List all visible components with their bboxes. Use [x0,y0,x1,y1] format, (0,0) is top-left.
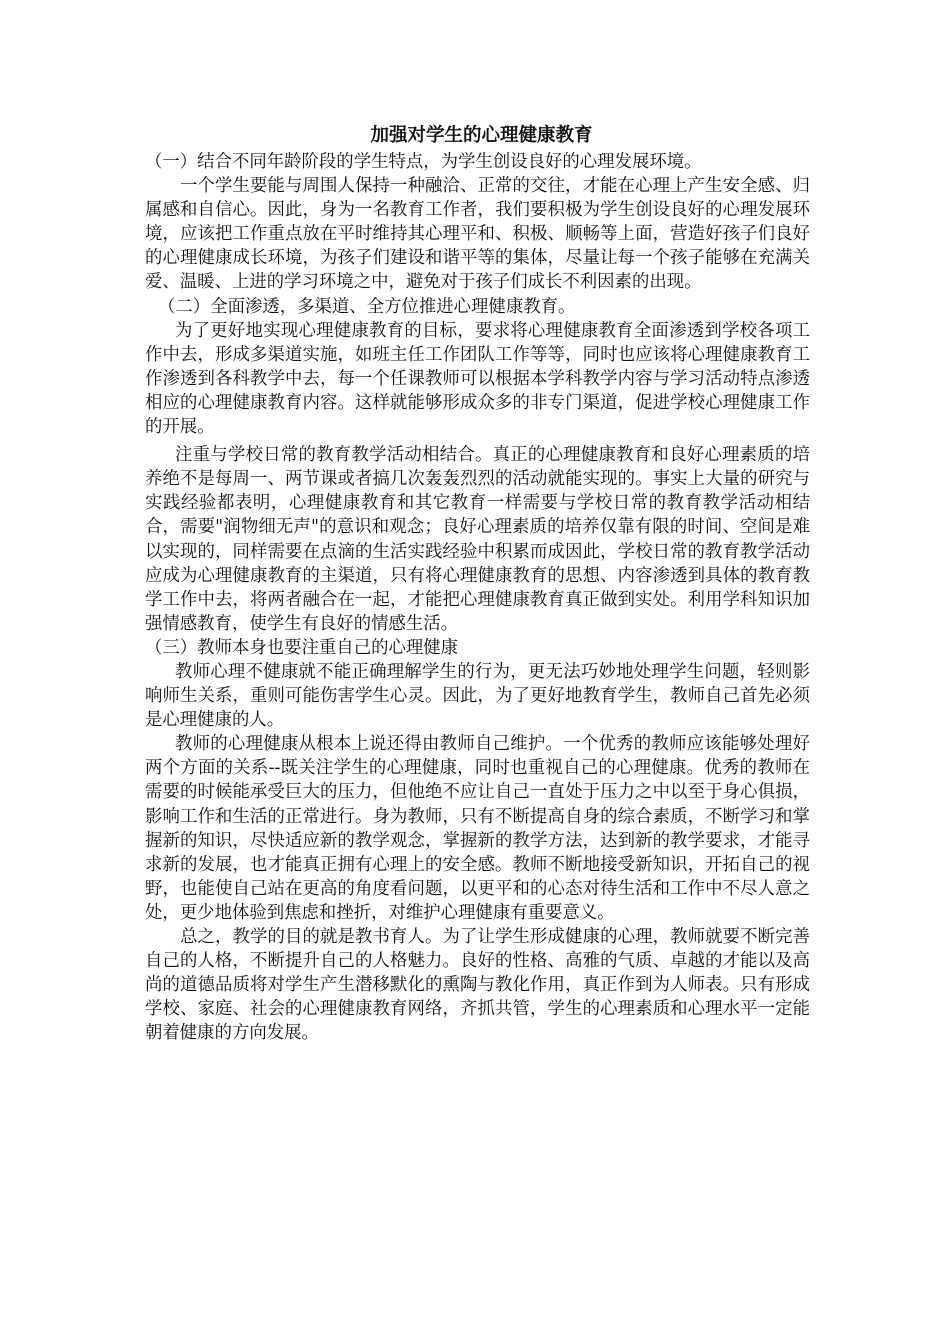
document-page [145,122,810,1045]
paragraph-6: 总之，教学的目的就是教书育人。为了让学生形成健康的心理，教师就要不断完善自己的人格，不断提升自己的人格魅力。良好的性格、高雅的气质、卓越的才能以及高尚的道德品质将对学生产生潜移默化的熏陶与教化作用，真正作到为人师表。只有形成学校、家庭、社会的心理健康教育网络，齐抓共管，学生的心理素质和心理水平一定能朝着健康的方向发展。 [145,927,810,1044]
paragraph-3: 注重与学校日常的教育教学活动相结合。真正的心理健康教育和良好心理素质的培养绝不是每周一、两节课或者搞几次轰轰烈烈的活动就能实现的。事实上大量的研究与实践经验都表明，心理健康教育和其它教育一样需要与学校日常的教育教学活动相结合，需要"润物细无声"的意识和观念；良好心理素质的培养仅靠有限的时间、空间是难以实现的，同样需要在点滴的生活实践经验中积累而成因此，学校日常的教育教学活动应成为心理健康教育的主渠道，只有将心理健康教育的思想、内容渗透到具体的教育教学工作中去，将两者融合在一起，才能把心理健康教育真正做到实处。利用学科知识加强情感教育，使学生有良好的情感生活。 [145,445,810,634]
paragraph-1: 一个学生要能与周围人保持一种融洽、正常的交往，才能在心理上产生安全感、归属感和自信心。因此，身为一名教育工作者，我们要积极为学生创设良好的心理发展环境，应该把工作重点放在平时维持其心理平和、积极、顺畅等上面，营造好孩子们良好的心理健康成长环境，为孩子们建设和谐平等的集体，尽量让每一个孩子能够在充满关爱、温暖、上进的学习环境之中，避免对于孩子们成长不利因素的出现。 [145,176,810,293]
section-heading-3: （三）教师本身也要注重自己的心理健康 [145,637,459,658]
document-title: 加强对学生的心理健康教育 [370,125,593,146]
paragraph-4: 教师心理不健康就不能正确理解学生的行为，更无法巧妙地处理学生问题，轻则影响师生关系，重则可能伤害学生心灵。因此，为了更好地教育学生，教师自己首先必须是心理健康的人。 [145,661,810,731]
paragraph-2: 为了更好地实现心理健康教育的目标，要求将心理健康教育全面渗透到学校各项工作中去，形成多渠道实施，如班主任工作团队工作等等，同时也应该将心理健康教育工作渗透到各科教学中去，每一个任课教师可以根据本学科教学内容与学习活动特点渗透相应的心理健康教育内容。这样就能够形成众多的非专门渠道，促进学校心理健康工作的开展。 [145,320,810,438]
paragraph-5: 教师的心理健康从根本上说还得由教师自己维护。一个优秀的教师应该能够处理好两个方面的关系--既关注学生的心理健康，同时也重视自己的心理健康。优秀的教师在需要的时候能承受巨大的压力，但他绝不应让自己一直处于压力之中以至于身心俱损，影响工作和生活的正常进行。身为教师，只有不断提高自身的综合素质，不断学习和掌握新的知识，尽快适应新的教学观念，掌握新的教学方法，达到新的教学要求，才能寻求新的发展，也才能真正拥有心理上的安全感。教师不断地接受新知识，开拓自己的视野，也能使自己站在更高的角度看问题，以更平和的心态对待生活和工作中不尽人意之处，更少地体验到焦虑和挫折，对维护心理健康有重要意义。 [145,734,810,923]
section-heading-2: （二）全面渗透，多渠道、全方位推进心理健康教育。 [158,296,576,317]
section-heading-1: （一）结合不同年龄阶段的学生特点，为学生创设良好的心理发展环境。 [145,152,702,172]
